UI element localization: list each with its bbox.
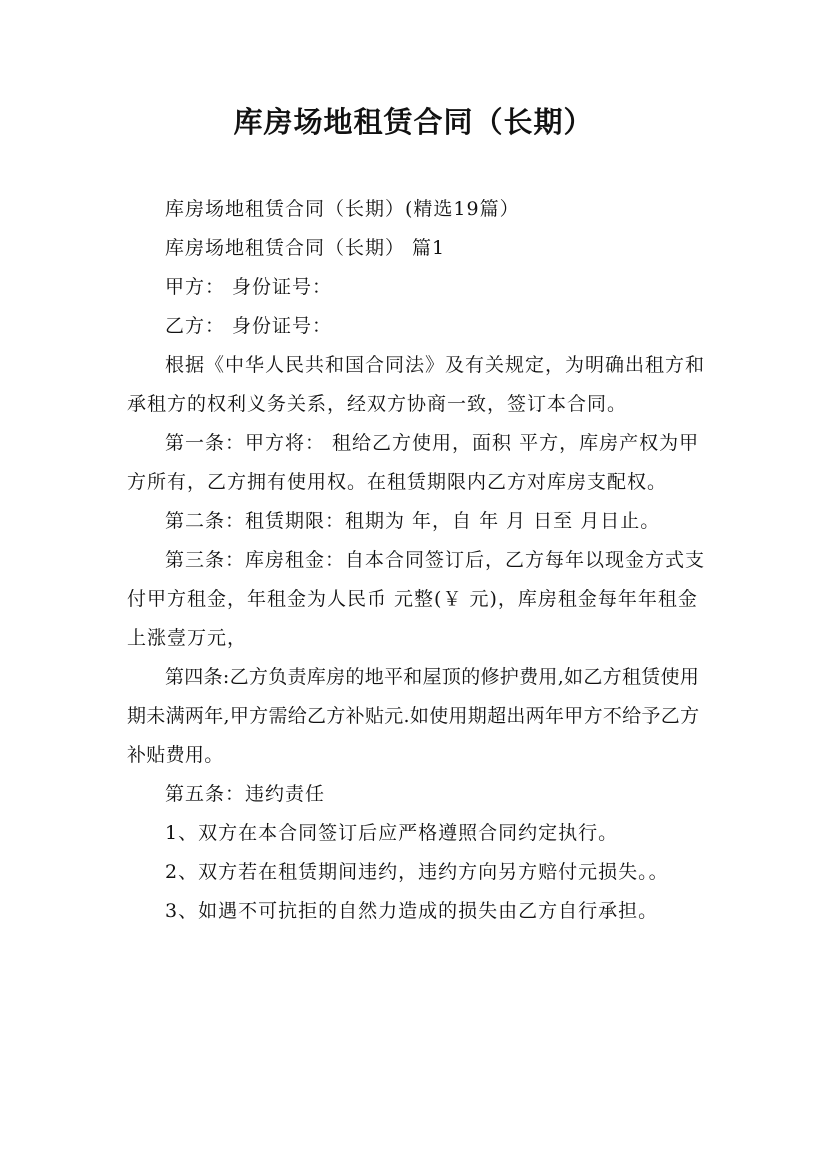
paragraph-article-1: 第一条：甲方将： 租给乙方使用，面积 平方，库房产权为甲方所有，乙方拥有使用权。在租赁期限内乙方对库房支配权。 <box>127 432 700 493</box>
paragraph-clause-1: 1、双方在本合同签订后应严格遵照合同约定执行。 <box>165 822 619 844</box>
paragraph-clause-3: 3、如遇不可抗拒的自然力造成的损失由乙方自行承担。 <box>165 900 659 922</box>
paragraph-article-5: 第五条：违约责任 <box>165 783 326 805</box>
paragraph-clause-2: 2、双方若在租赁期间违约，违约方向另方赔付元损失。。 <box>165 861 669 883</box>
paragraph-article-2: 第二条：租赁期限：租期为 年，自 年 月 日至 月日止。 <box>165 510 661 532</box>
document-body <box>127 190 712 931</box>
document-title: 库房场地租赁合同（长期） <box>233 105 594 139</box>
paragraph-section-heading: 库房场地租赁合同（长期） 篇1 <box>165 237 446 259</box>
paragraph-article-3: 第三条：库房租金：自本合同签订后，乙方每年以现金方式支付甲方租金，年租金为人民币 元整(￥ 元)，库房租金每年年租金上涨壹万元， <box>127 549 706 649</box>
paragraph-party-a: 甲方： 身份证号： <box>165 276 333 298</box>
paragraph-subtitle: 库房场地租赁合同（长期）(精选19篇） <box>165 198 520 220</box>
paragraph-party-b: 乙方： 身份证号： <box>165 315 333 337</box>
paragraph-preamble: 根据《中华人民共和国合同法》及有关规定，为明确出租方和承租方的权利义务关系，经双方协商一致，签订本合同。 <box>127 354 706 415</box>
paragraph-article-4: 第四条:乙方负责库房的地平和屋顶的修护费用,如乙方租赁使用期未满两年,甲方需给乙方补贴元.如使用期超出两年甲方不给予乙方补贴费用。 <box>127 666 700 766</box>
